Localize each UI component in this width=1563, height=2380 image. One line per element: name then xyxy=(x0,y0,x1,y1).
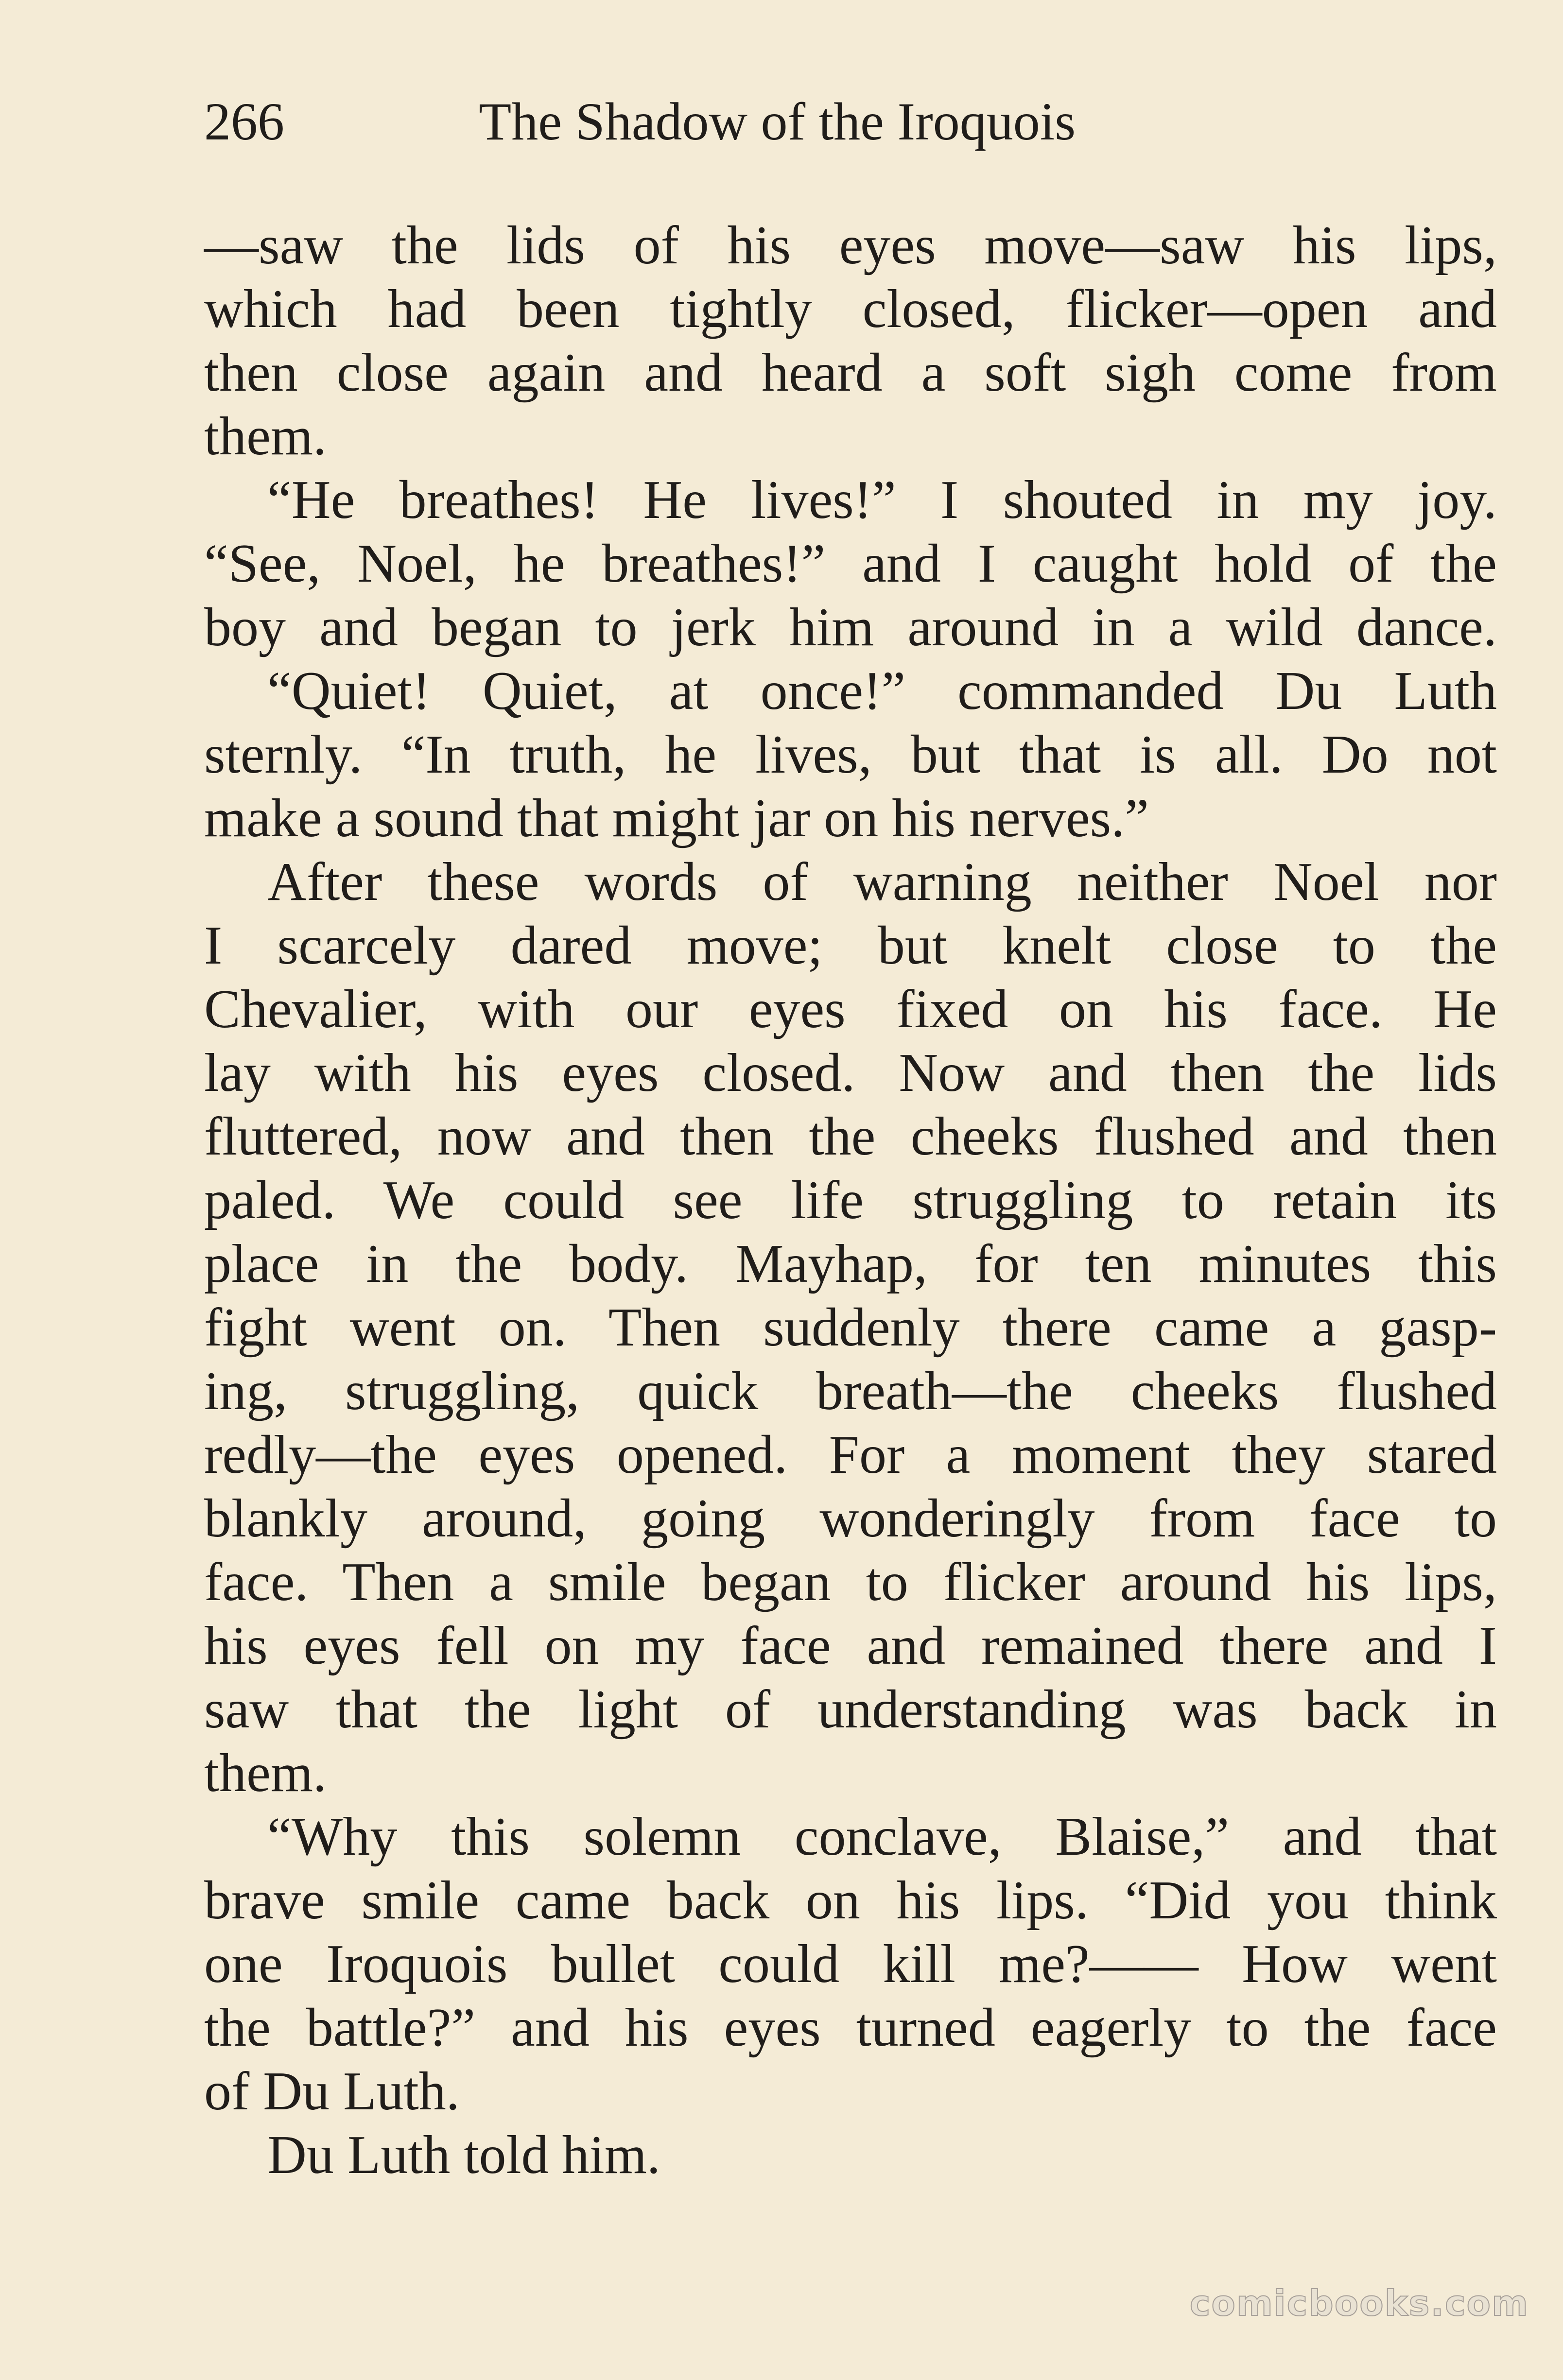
text-line: Du Luth told him. xyxy=(267,2125,660,2185)
text-line: —saw the lids of his eyes move—saw his lips, xyxy=(204,215,1497,276)
text-line: them. xyxy=(204,1743,327,1803)
text-line: place in the body. Mayhap, for ten minutes this xyxy=(204,1234,1497,1294)
text-line: Chevalier, with our eyes fixed on his face. He xyxy=(204,979,1497,1039)
text-line: ing, struggling, quick breath—the cheeks flushed xyxy=(204,1361,1497,1421)
text-line: make a sound that might jar on his nerves.” xyxy=(204,788,1149,848)
text-line: After these words of warning neither Noel nor xyxy=(267,852,1497,912)
text-line: which had been tightly closed, flicker—open and xyxy=(204,279,1497,339)
text-line: of Du Luth. xyxy=(204,2061,460,2121)
text-line: “Quiet! Quiet, at once!” commanded Du Luth xyxy=(267,661,1497,721)
text-line: redly—the eyes opened. For a moment they stared xyxy=(204,1425,1497,1485)
text-line: boy and began to jerk him around in a wild dance. xyxy=(204,597,1497,657)
watermark: comicbooks.com xyxy=(1189,2283,1529,2324)
text-line: lay with his eyes closed. Now and then the lids xyxy=(204,1043,1497,1103)
text-line: face. Then a smile began to flicker around his lips, xyxy=(204,1552,1497,1612)
text-line: his eyes fell on my face and remained there and I xyxy=(204,1616,1497,1676)
text-line: I scarcely dared move; but knelt close to the xyxy=(204,915,1497,976)
text-line: fight went on. Then suddenly there came a gasp- xyxy=(204,1297,1497,1358)
text-line: one Iroquois bullet could kill me?—— How went xyxy=(204,1934,1497,1994)
text-line: blankly around, going wonderingly from face to xyxy=(204,1488,1497,1549)
text-line: “Why this solemn conclave, Blaise,” and that xyxy=(267,1807,1497,1867)
text-line: them. xyxy=(204,406,327,466)
page-header xyxy=(204,83,1516,160)
body-text xyxy=(204,214,1497,2187)
text-line: sternly. “In truth, he lives, but that is all. Do not xyxy=(204,724,1497,785)
text-line: the battle?” and his eyes turned eagerly to the face xyxy=(204,1998,1497,2058)
text-line: paled. We could see life struggling to retain its xyxy=(204,1170,1497,1230)
text-line: “He breathes! He lives!” I shouted in my joy. xyxy=(267,470,1497,530)
text-line: fluttered, now and then the cheeks flushed and then xyxy=(204,1106,1497,1167)
page-number: 266 xyxy=(204,92,284,151)
text-line: brave smile came back on his lips. “Did you think xyxy=(204,1870,1497,1931)
text-line: “See, Noel, he breathes!” and I caught hold of the xyxy=(204,534,1497,594)
text-line: then close again and heard a soft sigh come from xyxy=(204,343,1497,403)
text-line: saw that the light of understanding was back in xyxy=(204,1679,1497,1740)
running-title: The Shadow of the Iroquois xyxy=(479,92,1076,151)
